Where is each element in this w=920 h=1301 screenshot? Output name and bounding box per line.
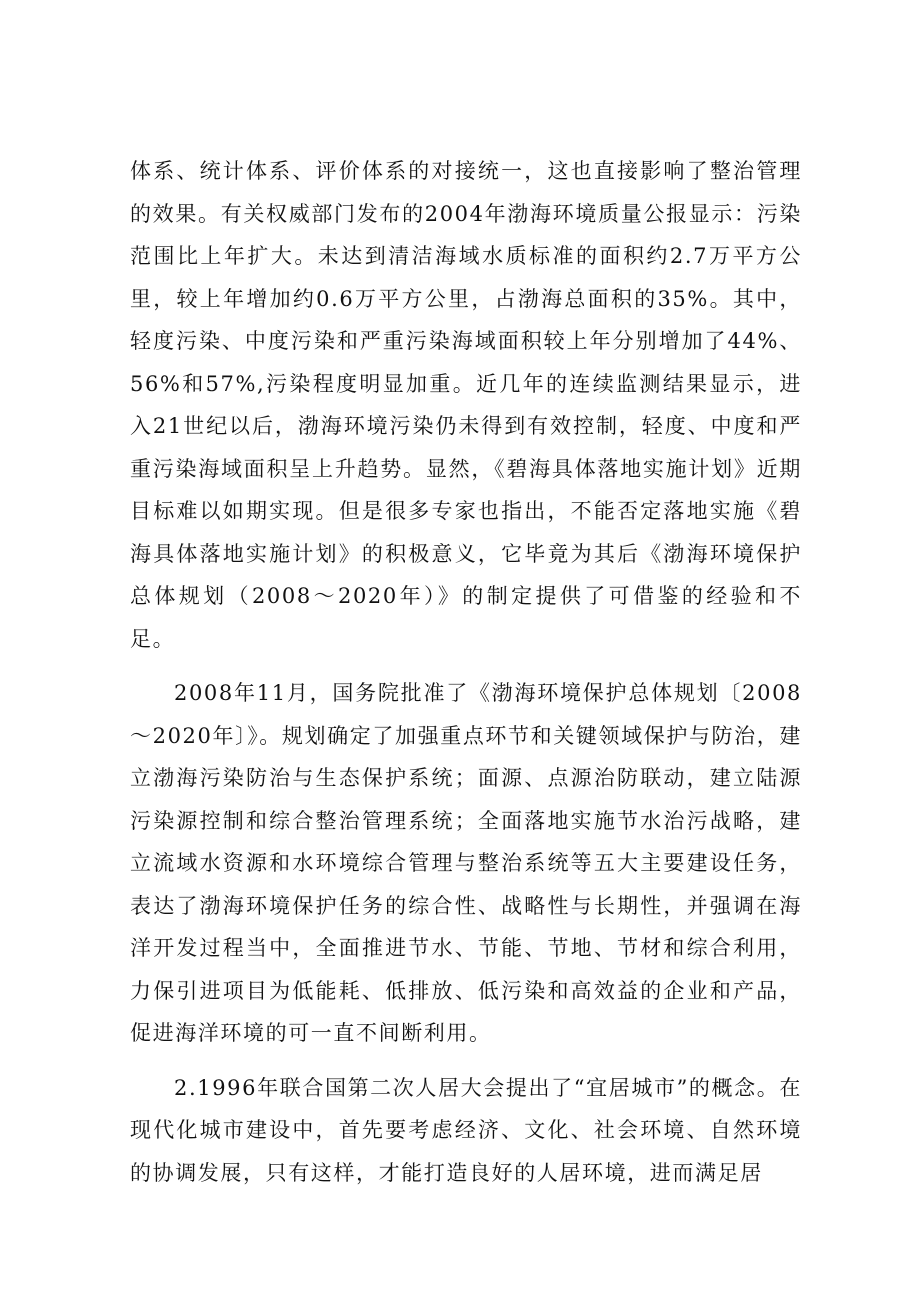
paragraph-2: 2008年11月，国务院批准了《渤海环境保护总体规划〔2008～2020年〕》。规划确定了加强重点环节和关键领域保护与防治，建立渤海污染防治与生态保护系统；面源、点源治防联动，建立陆源污染源控制和综合整治管理系统；全面落地实施节水治污战略，建立流域水资源和水环境综合管理与整治系统等五大主要建设任务，表达了渤海环境保护任务的综合性、战略性与长期性，并强调在海洋开发过程当中，全面推进节水、节能、节地、节材和综合利用，力保引进项目为低能耗、低排放、低污染和高效益的企业和产品，促进海洋环境的可一直不间断利用。 [130, 681, 802, 1045]
paragraph-3: 2.1996年联合国第二次人居大会提出了“宜居城市”的概念。在现代化城市建设中，首先要考虑经济、文化、社会环境、自然环境的协调发展，只有这样，才能打造良好的人居环境，进而满足居 [130, 1075, 802, 1185]
paragraph-1: 体系、统计体系、评价体系的对接统一，这也直接影响了整治管理的效果。有关权威部门发布的2004年渤海环境质量公报显示：污染范围比上年扩大。未达到清洁海域水质标准的面积约2.7万平方公里，较上年增加约0.6万平方公里，占渤海总面积的35%。其中，轻度污染、中度污染和严重污染海域面积较上年分别增加了44%、56%和57%,污染程度明显加重。近几年的连续监测结果显示，进入21世纪以后，渤海环境污染仍未得到有效控制，轻度、中度和严重污染海域面积呈上升趋势。显然，《碧海具体落地实施计划》近期目标难以如期实现。但是很多专家也指出，不能否定落地实施《碧海具体落地实施计划》的积极意义，它毕竟为其后《渤海环境保护总体规划（2008～2020年）》的制定提供了可借鉴的经验和不足。 [130, 159, 802, 651]
document-page [130, 150, 802, 1206]
